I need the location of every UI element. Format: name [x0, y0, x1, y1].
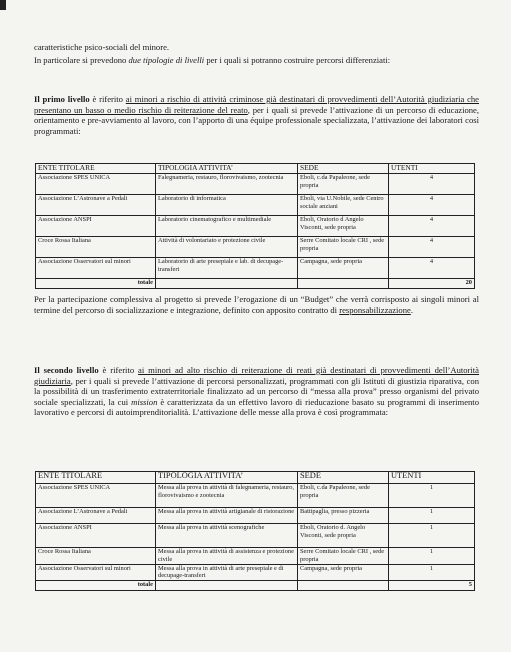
tipologia-cell: Attività di volontariato e protezione civile	[156, 237, 298, 258]
utenti-cell: 1	[389, 564, 475, 581]
sede-cell: Campagna, sede propria	[298, 564, 389, 581]
tipologia-cell: Laboratorio cinematografico e multimediale	[156, 216, 298, 237]
empty-cell	[156, 279, 298, 289]
utenti-cell: 1	[389, 524, 475, 548]
empty-cell	[156, 581, 298, 591]
empty-cell	[298, 279, 389, 289]
table-row	[36, 216, 475, 237]
ente-cell: Associazione L’Astronave a Pedali	[36, 195, 156, 216]
utenti-cell: 4	[389, 174, 475, 195]
table-row	[36, 258, 475, 279]
sede-cell: Eboli, Oratorio d. Angelo Visconti, sede propria	[298, 524, 389, 548]
ente-cell: Associazione SPES UNICA	[36, 174, 156, 195]
tipologia-cell: Laboratorio di arte presepiale e lab. di decupage-transfert	[156, 258, 298, 279]
tipologia-cell: Falegnameria, restauro, florovivaismo, zootecnia	[156, 174, 298, 195]
column-header: TIPOLOGIA ATTIVITA’	[156, 472, 298, 484]
total-label: totale	[36, 581, 156, 591]
scan-corner-mark	[0, 0, 6, 10]
paragraph-first-level: Il primo livello è riferito ai minori a rischio di attività criminose già destinatari di provvedimenti dell’Autorità giudiziaria che presentano un basso o medio rischio di reiterazione del reato, per i quali si prevede l’attivazione di un percorso di educazione, orientamento e pre-avviamento al lavoro, con l’apporto di una équipe professionale specializzata, l’attivazione dei laboratori così programmati:	[34, 94, 480, 136]
column-header: SEDE	[298, 164, 389, 174]
tipologia-cell: Messa alla prova in attività di arte presepiale e di decupage-transfert	[156, 564, 298, 581]
table-total-row	[36, 279, 475, 289]
total-value: 20	[389, 279, 475, 289]
table-row	[36, 195, 475, 216]
table-row	[36, 508, 475, 524]
tipologia-cell: Messa alla prova in attività artigianale di ristorazione	[156, 508, 298, 524]
table-row	[36, 548, 475, 565]
table-header-row	[36, 164, 475, 174]
intro-line: caratteristiche psico-sociali del minore.	[34, 42, 170, 52]
total-label: totale	[36, 279, 156, 289]
tipologia-cell: Laboratorio di informatica	[156, 195, 298, 216]
column-header: UTENTI	[389, 164, 475, 174]
table-row	[36, 484, 475, 508]
utenti-cell: 4	[389, 216, 475, 237]
sede-cell: Serre Comitato locale CRI , sede propria	[298, 548, 389, 565]
second-level-table	[35, 471, 475, 591]
column-header: ENTE TITOLARE	[36, 472, 156, 484]
table-row	[36, 564, 475, 581]
tipologia-cell: Messa alla prova in attività scenografiche	[156, 524, 298, 548]
utenti-cell: 1	[389, 484, 475, 508]
utenti-cell: 4	[389, 258, 475, 279]
empty-cell	[298, 581, 389, 591]
utenti-cell: 1	[389, 548, 475, 565]
table-header-row	[36, 472, 475, 484]
utenti-cell: 4	[389, 195, 475, 216]
sede-cell: Battipaglia, presso pizzeria	[298, 508, 389, 524]
column-header: ENTE TITOLARE	[36, 164, 156, 174]
paragraph-budget: Per la partecipazione complessiva al progetto si prevede l’erogazione di un “Budget” che verrà corrisposto ai singoli minori al termine del percorso di socializzazione e integrazione, definito con apposito contratto di responsabilizzazione.	[34, 294, 479, 315]
ente-cell: Associazione ANSPI	[36, 524, 156, 548]
column-header: SEDE	[298, 472, 389, 484]
table-row	[36, 524, 475, 548]
tipologia-cell: Messa alla prova in attività di assistenza e protezione civile	[156, 548, 298, 565]
sede-cell: Eboli, c.da Papaleone, sede propria	[298, 174, 389, 195]
utenti-cell: 1	[389, 508, 475, 524]
sede-cell: Eboli, via U.Nobile, sede Centro sociale anziani	[298, 195, 389, 216]
column-header: UTENTI	[389, 472, 475, 484]
ente-cell: Associazione ANSPI	[36, 216, 156, 237]
ente-cell: Croce Rossa Italiana	[36, 548, 156, 565]
sede-cell: Campagna, sede propria	[298, 258, 389, 279]
sede-cell: Eboli, c.da Papaleone, sede propria	[298, 484, 389, 508]
sede-cell: Eboli, Oratorio d Angelo Visconti, sede propria	[298, 216, 389, 237]
table-row	[36, 237, 475, 258]
table-total-row	[36, 581, 475, 591]
ente-cell: Associazione L’Astronave a Pedali	[36, 508, 156, 524]
tipologia-cell: Messa alla prova in attività di falegnameria, restauro, florovivaismo e zootecnia	[156, 484, 298, 508]
first-level-table	[35, 163, 475, 289]
ente-cell: Associazione Osservatori sul minori	[36, 258, 156, 279]
paragraph-levels: In particolare si prevedono due tipologie di livelli per i quali si potranno costruire percorsi differenziati:	[34, 55, 391, 65]
total-value: 5	[389, 581, 475, 591]
column-header: TIPOLOGIA ATTIVITA’	[156, 164, 298, 174]
utenti-cell: 4	[389, 237, 475, 258]
paragraph-second-level: Il secondo livello è riferito ai minori ad alto rischio di reiterazione di reati già destinatari di provvedimenti dell’Autorità giudiziaria, per i quali si prevede l’attivazione di percorsi personalizzati, programmati con gli Istituti di giustizia riparativa, con la possibilità di un trasferimento extraterritoriale finalizzato ad un percorso di “messa alla prova” presso organismi del privato sociale specializzati, la cui mission è caratterizzata da un effettivo lavoro di rieducazione basato su programmi di inserimento lavorativo e percorsi di autoimprenditorialità. L’attivazione delle messe alla prova è così programmata:	[34, 365, 480, 418]
ente-cell: Croce Rossa Italiana	[36, 237, 156, 258]
ente-cell: Associazione SPES UNICA	[36, 484, 156, 508]
table-row	[36, 174, 475, 195]
sede-cell: Serre Comitato locale CRI , sede propria	[298, 237, 389, 258]
ente-cell: Associazione Osservatori sul minori	[36, 564, 156, 581]
